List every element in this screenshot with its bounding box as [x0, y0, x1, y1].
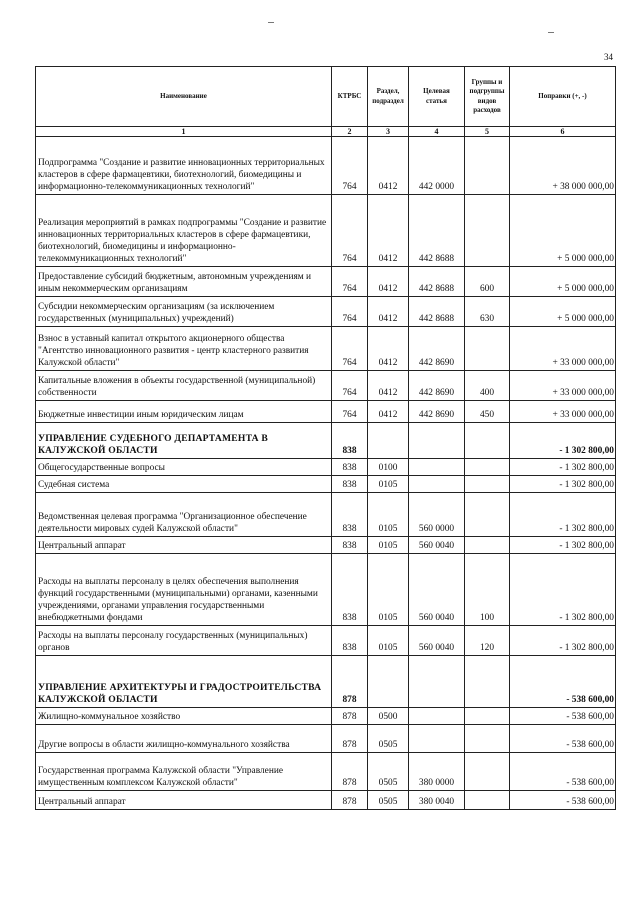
page-number: 34 [604, 52, 613, 62]
cell-ktrbs: 878 [332, 708, 368, 725]
header-row [36, 67, 616, 127]
cell-target [409, 423, 465, 459]
cell-group [465, 708, 510, 725]
cell-target: 560 0000 [409, 493, 465, 537]
header-group: Группы и подгруппы видов расходов [465, 67, 510, 127]
cell-group: 630 [465, 297, 510, 327]
cell-section: 0500 [368, 708, 409, 725]
cell-name: Расходы на выплаты персоналу государственных (муниципальных) органов [36, 626, 332, 656]
cell-name: Центральный аппарат [36, 791, 332, 810]
cell-section: 0105 [368, 626, 409, 656]
cell-section: 0412 [368, 195, 409, 267]
table-row [36, 537, 616, 554]
cell-ktrbs: 764 [332, 137, 368, 195]
cell-ktrbs: 838 [332, 626, 368, 656]
cell-name: Государственная программа Калужской области "Управление имущественным комплексом Калужской области" [36, 753, 332, 791]
cell-amount: - 1 302 800,00 [510, 537, 616, 554]
cell-ktrbs: 838 [332, 493, 368, 537]
cell-section: 0412 [368, 371, 409, 401]
cell-amount: + 33 000 000,00 [510, 327, 616, 371]
cell-group [465, 493, 510, 537]
table-row [36, 554, 616, 626]
cell-amount: + 38 000 000,00 [510, 137, 616, 195]
cell-ktrbs: 764 [332, 267, 368, 297]
cell-target: 560 0040 [409, 554, 465, 626]
cell-name: Общегосударственные вопросы [36, 459, 332, 476]
cell-name: Предоставление субсидий бюджетным, автономным учреждениям и иным некоммерческим организациям [36, 267, 332, 297]
cell-section: 0505 [368, 725, 409, 753]
cell-target: 380 0000 [409, 753, 465, 791]
cell-target [409, 708, 465, 725]
table-row [36, 476, 616, 493]
cell-ktrbs: 838 [332, 554, 368, 626]
cell-ktrbs: 764 [332, 371, 368, 401]
column-number-row [36, 127, 616, 137]
cell-amount: + 5 000 000,00 [510, 267, 616, 297]
cell-section: 0105 [368, 554, 409, 626]
header-target: Целевая статья [409, 67, 465, 127]
cell-section: 0412 [368, 267, 409, 297]
cell-name: Ведомственная целевая программа "Организационное обеспечение деятельности мировых судей Калужской области" [36, 493, 332, 537]
cell-ktrbs: 878 [332, 725, 368, 753]
column-number: 2 [332, 127, 368, 137]
table-row [36, 493, 616, 537]
cell-amount: - 538 600,00 [510, 708, 616, 725]
cell-amount: - 538 600,00 [510, 656, 616, 708]
table-row [36, 195, 616, 267]
cell-ktrbs: 838 [332, 537, 368, 554]
cell-section: 0105 [368, 476, 409, 493]
cell-ktrbs: 764 [332, 195, 368, 267]
cell-amount: + 5 000 000,00 [510, 297, 616, 327]
cell-target: 560 0040 [409, 537, 465, 554]
scan-speck [548, 32, 554, 33]
cell-group: 400 [465, 371, 510, 401]
table-row [36, 753, 616, 791]
table-row [36, 371, 616, 401]
scan-speck [268, 22, 274, 23]
cell-ktrbs: 838 [332, 459, 368, 476]
table-section-row [36, 656, 616, 708]
cell-amount: - 1 302 800,00 [510, 423, 616, 459]
cell-section: 0105 [368, 537, 409, 554]
cell-target: 380 0040 [409, 791, 465, 810]
cell-amount: - 538 600,00 [510, 725, 616, 753]
cell-group [465, 195, 510, 267]
cell-group: 450 [465, 401, 510, 423]
cell-section: 0505 [368, 791, 409, 810]
cell-name: Расходы на выплаты персоналу в целях обеспечения выполнения функций государственными (муниципальными) органами, казенными учреждениями, органами управления государственными внебюджетными фондами [36, 554, 332, 626]
cell-target: 442 8688 [409, 267, 465, 297]
header-ktrbs: КТРБС [332, 67, 368, 127]
cell-group: 100 [465, 554, 510, 626]
cell-amount: - 1 302 800,00 [510, 493, 616, 537]
cell-amount: - 1 302 800,00 [510, 626, 616, 656]
cell-name: Центральный аппарат [36, 537, 332, 554]
cell-section [368, 423, 409, 459]
cell-target: 560 0040 [409, 626, 465, 656]
budget-amendments-table [35, 66, 616, 810]
table-row [36, 401, 616, 423]
cell-section: 0105 [368, 493, 409, 537]
table-row [36, 137, 616, 195]
table-row [36, 708, 616, 725]
cell-target [409, 725, 465, 753]
cell-group [465, 137, 510, 195]
column-number: 4 [409, 127, 465, 137]
cell-ktrbs: 878 [332, 753, 368, 791]
cell-group [465, 459, 510, 476]
header-name: Наименование [36, 67, 332, 127]
cell-ktrbs: 838 [332, 476, 368, 493]
cell-ktrbs: 878 [332, 656, 368, 708]
cell-group [465, 476, 510, 493]
cell-target [409, 459, 465, 476]
cell-ktrbs: 838 [332, 423, 368, 459]
cell-target [409, 476, 465, 493]
header-section: Раздел, подраздел [368, 67, 409, 127]
cell-section [368, 656, 409, 708]
cell-target: 442 8688 [409, 195, 465, 267]
cell-section: 0100 [368, 459, 409, 476]
table-row [36, 459, 616, 476]
cell-section: 0412 [368, 137, 409, 195]
cell-group [465, 753, 510, 791]
cell-name: Субсидии некоммерческим организациям (за исключением государственных (муниципальных) учреждений) [36, 297, 332, 327]
table-row [36, 267, 616, 297]
column-number: 5 [465, 127, 510, 137]
cell-ktrbs: 764 [332, 401, 368, 423]
table-row [36, 327, 616, 371]
table-row [36, 626, 616, 656]
cell-group [465, 725, 510, 753]
table-row [36, 297, 616, 327]
cell-name: Бюджетные инвестиции иным юридическим лицам [36, 401, 332, 423]
cell-section: 0412 [368, 297, 409, 327]
cell-name: Жилищно-коммунальное хозяйство [36, 708, 332, 725]
cell-group: 600 [465, 267, 510, 297]
cell-name: Взнос в уставный капитал открытого акционерного общества "Агентство инновационного развития - центр кластерного развития Калужской области" [36, 327, 332, 371]
cell-ktrbs: 764 [332, 297, 368, 327]
cell-group: 120 [465, 626, 510, 656]
cell-name: Другие вопросы в области жилищно-коммунального хозяйства [36, 725, 332, 753]
column-number: 1 [36, 127, 332, 137]
column-number: 6 [510, 127, 616, 137]
table-section-row [36, 423, 616, 459]
cell-group [465, 327, 510, 371]
cell-amount: - 538 600,00 [510, 753, 616, 791]
cell-name: УПРАВЛЕНИЕ АРХИТЕКТУРЫ И ГРАДОСТРОИТЕЛЬСТВА КАЛУЖСКОЙ ОБЛАСТИ [36, 656, 332, 708]
cell-target: 442 8688 [409, 297, 465, 327]
cell-ktrbs: 878 [332, 791, 368, 810]
table-row [36, 725, 616, 753]
cell-amount: + 33 000 000,00 [510, 401, 616, 423]
cell-name: Реализация мероприятий в рамках подпрограммы "Создание и развитие инновационных территориальных кластеров в сфере фармацевтики, биотехнологий, биомедицины и информационно-телекоммуникационных технологий" [36, 195, 332, 267]
cell-target: 442 8690 [409, 371, 465, 401]
cell-amount: - 1 302 800,00 [510, 476, 616, 493]
cell-target: 442 8690 [409, 327, 465, 371]
header-amendments: Поправки (+, -) [510, 67, 616, 127]
cell-section: 0505 [368, 753, 409, 791]
cell-amount: + 33 000 000,00 [510, 371, 616, 401]
cell-group [465, 791, 510, 810]
cell-section: 0412 [368, 327, 409, 371]
cell-group [465, 656, 510, 708]
cell-amount: + 5 000 000,00 [510, 195, 616, 267]
cell-amount: - 1 302 800,00 [510, 459, 616, 476]
cell-target: 442 0000 [409, 137, 465, 195]
cell-target: 442 8690 [409, 401, 465, 423]
cell-amount: - 538 600,00 [510, 791, 616, 810]
cell-name: Капитальные вложения в объекты государственной (муниципальной) собственности [36, 371, 332, 401]
cell-name: УПРАВЛЕНИЕ СУДЕБНОГО ДЕПАРТАМЕНТА В КАЛУЖСКОЙ ОБЛАСТИ [36, 423, 332, 459]
cell-section: 0412 [368, 401, 409, 423]
cell-group [465, 537, 510, 554]
cell-ktrbs: 764 [332, 327, 368, 371]
column-number: 3 [368, 127, 409, 137]
cell-amount: - 1 302 800,00 [510, 554, 616, 626]
cell-name: Судебная система [36, 476, 332, 493]
cell-group [465, 423, 510, 459]
cell-target [409, 656, 465, 708]
table-row [36, 791, 616, 810]
cell-name: Подпрограмма "Создание и развитие инновационных территориальных кластеров в сфере фармацевтики, биотехнологий, биомедицины и информационно-телекоммуникационных технологий" [36, 137, 332, 195]
